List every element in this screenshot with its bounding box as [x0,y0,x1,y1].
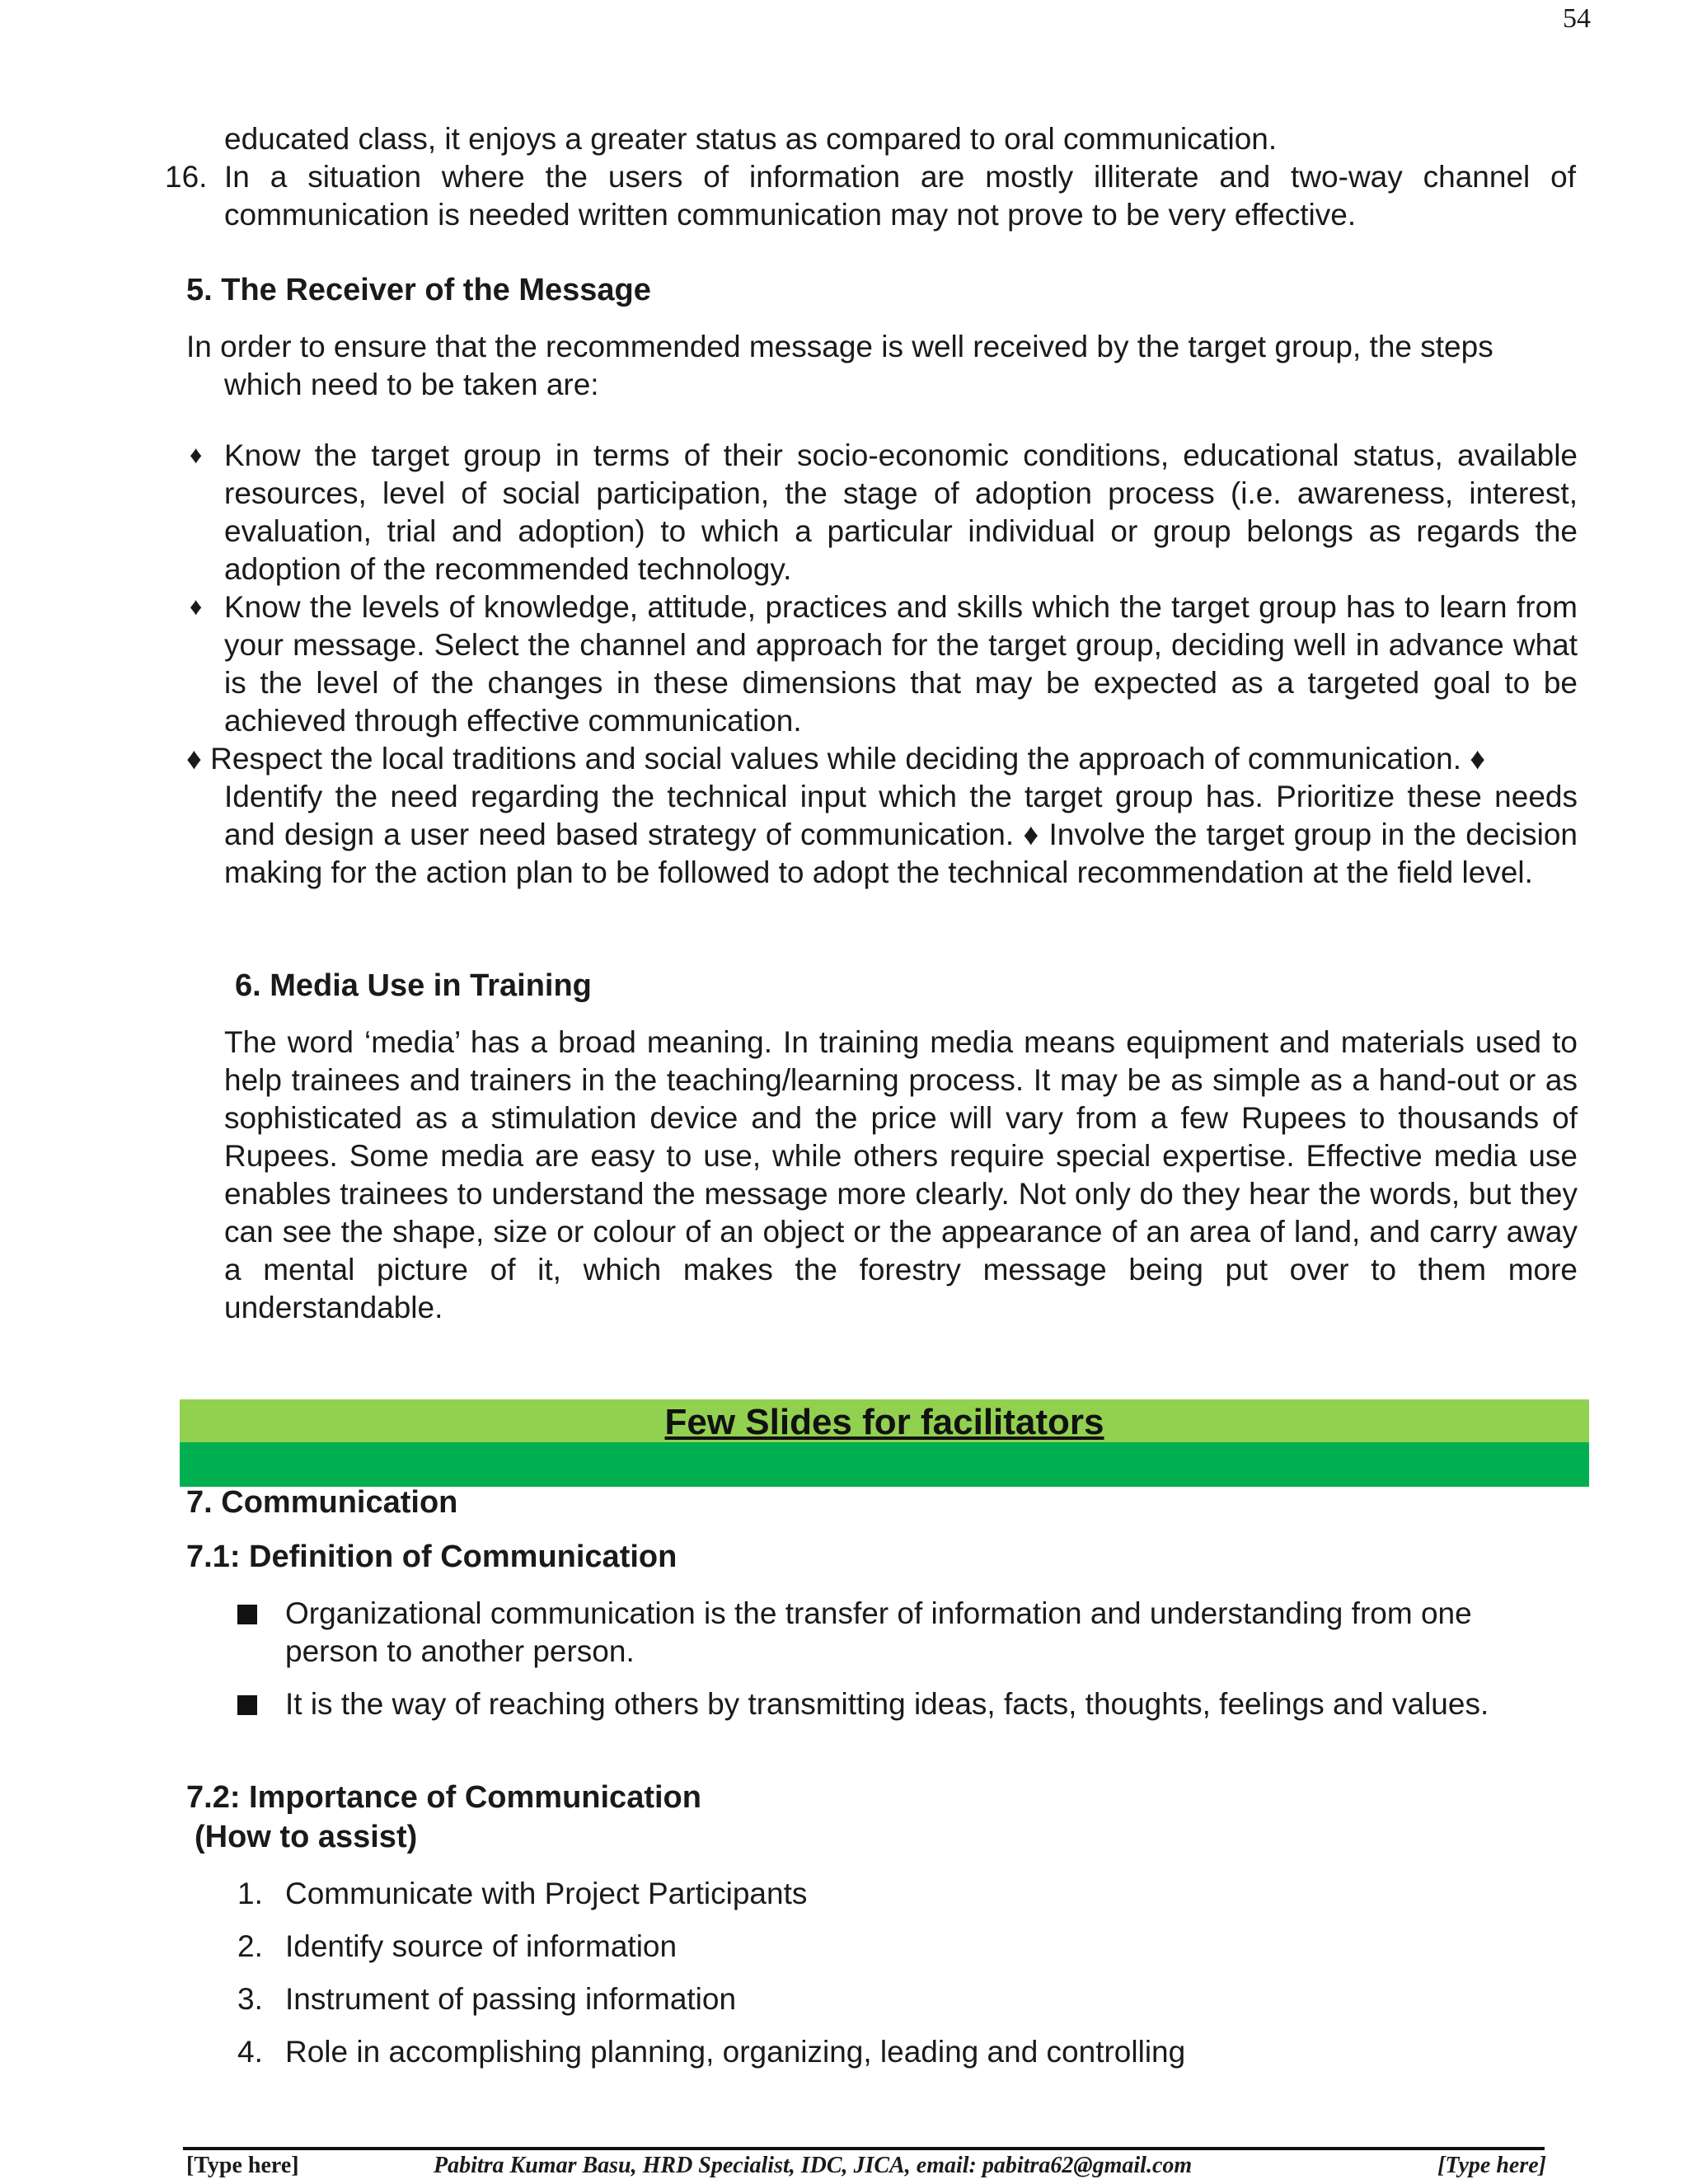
list-item-number: 2. [237,1929,263,1963]
slides-banner [180,1399,1589,1487]
page-footer [186,2152,1546,2182]
section-7-2-heading: 7.2: Importance of Communication [186,1780,701,1815]
diamond-bullet-icon: ♦ [190,442,203,469]
diamond-bullet-icon: ♦ [190,593,203,621]
list-item-text: Know the levels of knowledge, attitude, practices and skills which the target group has to learn from your message. Select the channel and approach for the target group, deciding well in advance what is the level of the changes in these dimensions that may be expected as a targeted goal to be achieved through effective communication. [224,590,1578,738]
continuation-line: educated class, it enjoys a greater status as compared to oral communication. [224,122,1278,156]
square-bullet-icon [237,1605,257,1624]
list-item [186,437,1578,588]
section-5-intro [186,328,1578,404]
list-item [237,1595,1573,1671]
section-6-paragraph: The word ‘media’ has a broad meaning. In training media means equipment and materials used to help trainees and trainers in the teaching/learning process. It may be as simple as a hand-out or as sophisticated as a stimulation device and the price will vary from a few Rupees to thousands of Rupees. Some media are easy to use, while others require special expertise. Effective media use enables trainees to understand the message more clearly. Not only do they hear the words, but they can see the shape, size or colour of an object or the appearance of an area of land, and carry away a mental picture of it, which makes the forestry message being put over to them more understandable. [224,1025,1578,1324]
list-item-text: Instrument of passing information [285,1982,737,2016]
list-item [237,1980,1573,2033]
banner-title: Few Slides for facilitators [664,1402,1104,1442]
banner-bottom-band [180,1442,1589,1487]
intro-line-1: In order to ensure that the recommended message is well received by the target group, the steps [186,330,1493,363]
list-item-text: It is the way of reaching others by transmitting ideas, facts, thoughts, feelings and values. [285,1687,1489,1721]
section-5-bullet-list [186,437,1578,740]
section-6-heading: 6. Media Use in Training [235,968,592,1003]
list-item-number: 1. [237,1877,263,1910]
section-7-1-heading: 7.1: Definition of Communication [186,1540,678,1574]
combined-bullet-rest: Identify the need regarding the technical input which the target group has. Prioritize these needs and design a user need based strategy of communication. ♦ Involve the target group in the decision making for the action plan to be followed to adopt the technical recommendation at the field level. [224,780,1578,889]
list-item-number: 4. [237,2035,263,2069]
combined-bullet-first-line: ♦ Respect the local traditions and social values while deciding the approach of communication. ♦ [186,742,1486,776]
list-item-text: Organizational communication is the transfer of information and understanding from one person to another person. [285,1596,1472,1668]
section-5-heading: 5. The Receiver of the Message [186,273,651,307]
footer-divider [183,2147,1545,2150]
square-bullet-icon [237,1695,257,1715]
section-7-heading: 7. Communication [186,1485,458,1520]
footer-author-credit: Pabitra Kumar Basu, HRD Specialist, IDC, JICA, email: pabitra62@gmail.com [434,2153,1193,2178]
list-item-text: Know the target group in terms of their socio-economic conditions, educational status, available resources, level of social participation, the stage of adoption process (i.e. awareness, interest, evaluation, trial and adoption) to which a particular individual or group belongs as regards the adoption of the recommended technology. [224,438,1578,586]
list-item-number: 16. [165,160,208,194]
list-item [237,1928,1573,1980]
importance-list [237,1875,1573,2086]
list-item [237,2033,1573,2086]
list-item-text: In a situation where the users of information are mostly illiterate and two-way channel of communication is needed written communication may not prove to be very effective. [224,160,1576,232]
footer-right-placeholder: [Type here] [1437,2153,1546,2178]
definition-list [237,1595,1573,1738]
list-item-text: Communicate with Project Participants [285,1877,808,1910]
intro-line-2: which need to be taken are: [224,368,599,401]
combined-bullet-paragraph [186,740,1578,892]
list-item [186,588,1578,740]
page-number: 54 [1563,3,1591,34]
section-7-2-subheading: (How to assist) [195,1820,418,1854]
list-item-text: Role in accomplishing planning, organizing, leading and controlling [285,2035,1186,2069]
footer-left-placeholder: [Type here] [186,2153,299,2178]
list-item-number: 3. [237,1982,263,2016]
list-item [237,1875,1573,1928]
list-item [237,1685,1573,1723]
list-item-16 [165,158,1576,234]
list-item-text: Identify source of information [285,1929,678,1963]
banner-top-band [180,1399,1589,1442]
